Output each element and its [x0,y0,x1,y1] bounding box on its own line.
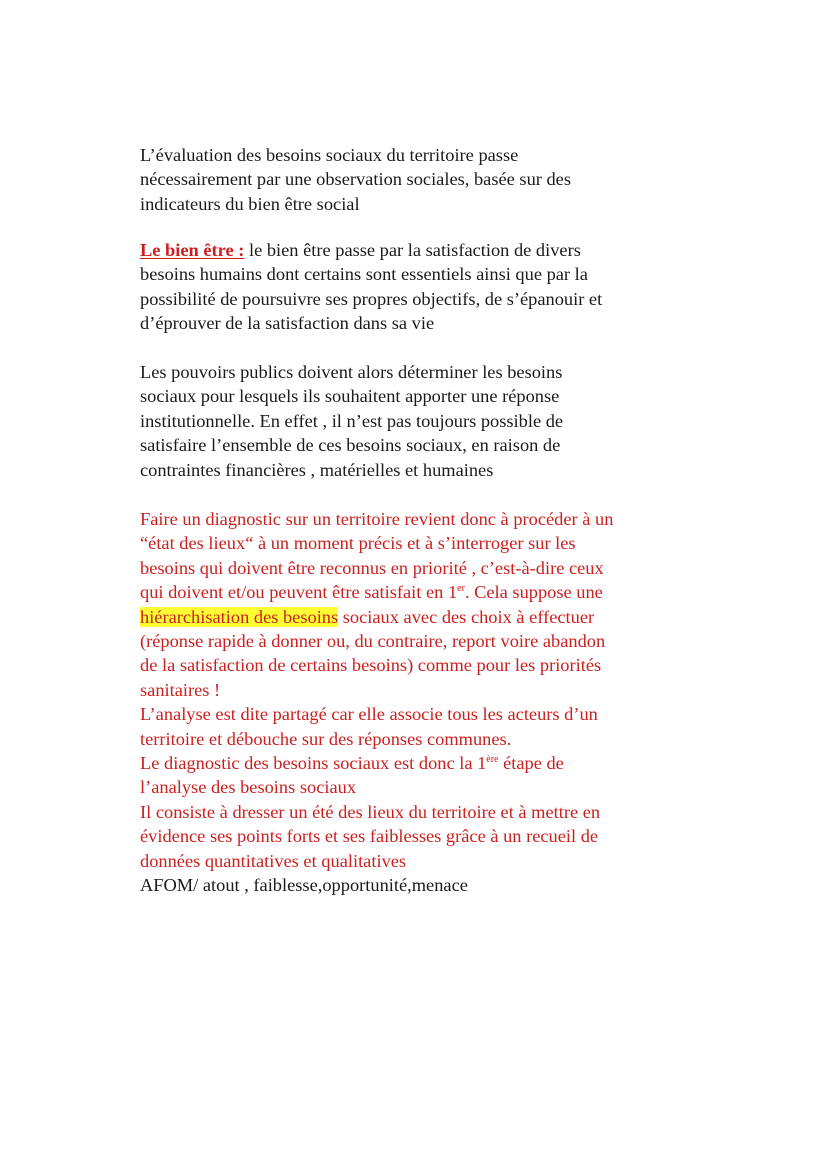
paragraph-line: satisfaire l’ensemble de ces besoins sociaux, en raison de [140,435,561,456]
paragraph-line: L’analyse est dite partagé car elle associe tous les acteurs d’un [140,704,598,725]
paragraph-line: territoire et débouche sur des réponses communes. [140,728,512,749]
paragraph-line [140,238,700,262]
definition-text: le bien être passe par la satisfaction de divers [244,240,581,260]
paragraph-intro [140,143,700,216]
paragraph-line: Il consiste à dresser un été des lieux du territoire et à mettre en [140,801,601,822]
paragraph-line: “état des lieux“ à un moment précis et à s’interroger sur les [140,533,576,554]
paragraph-bien-etre [140,238,700,336]
paragraph-diagnostic [140,507,700,898]
paragraph-line: nécessairement par une observation sociales, basée sur des [140,169,571,190]
paragraph-line: de la satisfaction de certains besoins) comme pour les priorités [140,655,602,676]
paragraph-line: sociaux pour lesquels ils souhaitent apporter une réponse [140,386,560,407]
paragraph-line: évidence ses points forts et ses faiblesses grâce à un recueil de [140,826,599,847]
paragraph-line: contraintes financières , matérielles et humaines [140,459,494,480]
paragraph-line: Faire un diagnostic sur un territoire revient donc à procéder à un [140,509,614,529]
ordinal-suffix: er [457,583,465,595]
paragraph-line: l’analyse des besoins sociaux [140,777,357,798]
paragraph-line [140,751,700,775]
paragraph-line: indicateurs du bien être social [140,193,360,214]
paragraph-line: besoins qui doivent être reconnus en priorité , c’est-à-dire ceux [140,557,604,578]
paragraph-line: sanitaires ! [140,679,221,700]
paragraph-line [140,605,700,629]
paragraph-line: d’éprouver de la satisfaction dans sa vie [140,313,435,334]
ordinal-suffix: ère [486,754,499,766]
line-text: étape de [498,753,564,774]
paragraph-line [140,580,700,604]
highlighted-phrase: hiérarchisation des besoins [140,606,339,627]
afom-line: AFOM/ atout , faiblesse,opportunité,menace [140,875,468,896]
paragraph-line: données quantitatives et qualitatives [140,850,407,871]
paragraph-line: besoins humains dont certains sont essentiels ainsi que par la [140,264,588,285]
line-text: qui doivent et/ou peuvent être satisfait en 1 [140,582,458,603]
paragraph-line: (réponse rapide à donner ou, du contraire, report voire abandon [140,631,606,652]
paragraph-pouvoirs-publics [140,360,700,482]
term-bien-etre: Le bien être : [140,240,245,260]
line-text: Le diagnostic des besoins sociaux est donc la 1 [140,753,487,774]
paragraph-line: institutionnelle. En effet , il n’est pas toujours possible de [140,410,564,431]
line-text: sociaux avec des choix à effectuer [338,606,595,627]
paragraph-line: Les pouvoirs publics doivent alors déterminer les besoins [140,362,563,382]
paragraph-line: L’évaluation des besoins sociaux du territoire passe [140,145,519,165]
paragraph-line: possibilité de poursuivre ses propres objectifs, de s’épanouir et [140,288,603,309]
line-text: . Cela suppose une [464,582,603,603]
